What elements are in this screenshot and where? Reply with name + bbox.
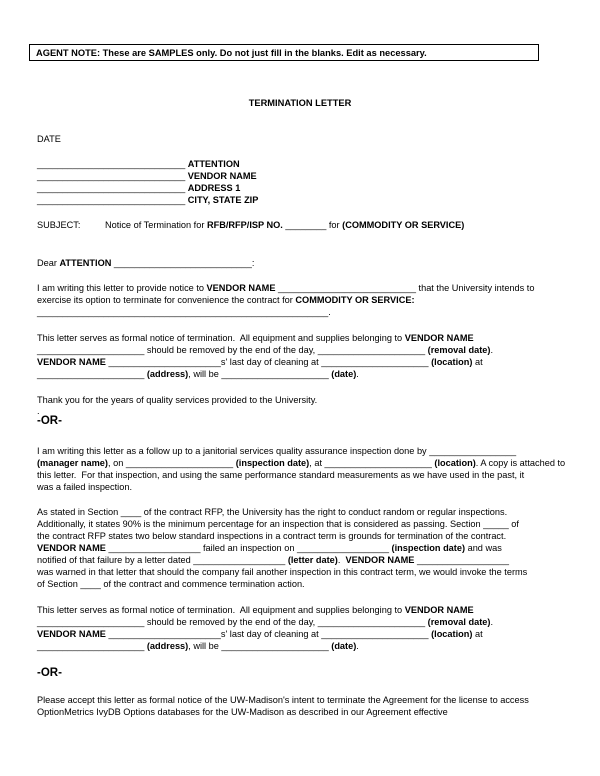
paragraph-line	[37, 604, 474, 617]
text: _____________________	[37, 641, 147, 651]
paragraph-line	[37, 294, 415, 307]
paragraph-line	[37, 344, 493, 357]
vendor-name: VENDOR NAME	[404, 333, 474, 343]
text: _____________________ should be removed by the end of the day, _____________________	[37, 617, 428, 627]
text: at	[472, 629, 483, 639]
vendor-name: VENDOR NAME	[37, 357, 106, 367]
date-line: DATE	[37, 134, 61, 144]
address-blank: _____________________________	[37, 159, 186, 169]
address: (address)	[146, 369, 189, 379]
address-row	[37, 182, 240, 195]
paragraph-line	[37, 554, 509, 567]
address-label: ADDRESS 1	[187, 183, 241, 193]
paragraph-line	[37, 332, 474, 345]
paragraph-line	[37, 356, 483, 369]
thanks-line: Thank you for the years of quality services provided to the University.	[37, 395, 318, 405]
subject-text: Notice of Termination for	[105, 220, 207, 230]
paragraph-line	[37, 628, 483, 641]
text: , on _____________________	[107, 458, 236, 468]
text: and was	[465, 543, 502, 553]
salutation-blank: ___________________________:	[111, 258, 255, 268]
text: ___________________________ that the University intends to	[275, 283, 535, 293]
text: , will be _____________________	[188, 641, 332, 651]
text: This letter serves as formal notice of termination. All equipment and supplies belonging to	[37, 605, 405, 615]
salutation-text: Dear	[37, 258, 60, 268]
or-separator: -OR-	[37, 415, 62, 427]
paragraph-line: Additionally, it states 90% is the minimum percentage for an inspection that is considered as passing. Section _____ of	[37, 519, 519, 529]
text: ______________________s' last day of cleaning at _____________________	[105, 357, 432, 367]
paragraph-line: was warned in that letter that should the company fail another inspection in this contract term, we would invoke the terms	[37, 567, 528, 577]
subject-rfb: RFB/RFP/ISP NO.	[206, 220, 283, 230]
text: This letter serves as formal notice of termination. All equipment and supplies belonging to	[37, 333, 405, 343]
paragraph-line: As stated in Section ____ of the contract RFP, the University has the right to conduct random or regular inspections.	[37, 507, 508, 517]
text: . A copy is attached to	[475, 458, 566, 468]
vendor-name: VENDOR NAME	[37, 629, 106, 639]
salutation-attention: ATTENTION	[59, 258, 112, 268]
paragraph-line: _________________________________________________________.	[37, 307, 331, 317]
removal-date: (removal date)	[427, 345, 491, 355]
vendor-name: VENDOR NAME	[345, 555, 415, 565]
text: .	[337, 555, 346, 565]
paragraph-line: OptionMetrics IvyDB Options databases for the UW-Madison as described in our Agreement effective	[37, 707, 448, 717]
address-row	[37, 194, 258, 207]
letter-date: (letter date)	[287, 555, 338, 565]
text: exercise its option to terminate for convenience the contract for	[37, 295, 296, 305]
text: I am writing this letter to provide notice to	[37, 283, 207, 293]
paragraph-line: Please accept this letter as formal notice of the UW-Madison's intent to terminate the Agreement for the license to access	[37, 695, 529, 705]
paragraph-line: of Section ____ of the contract and commence termination action.	[37, 579, 305, 589]
paragraph-line	[37, 457, 565, 470]
vendor-name: VENDOR NAME	[206, 283, 276, 293]
paragraph-line: the contract RFP states two below standard inspections in a contract term is grounds for termination of the contract.	[37, 531, 507, 541]
paragraph-line	[37, 616, 493, 629]
dot: .	[37, 406, 40, 416]
vendor-name: VENDOR NAME	[404, 605, 474, 615]
date: (date)	[331, 369, 357, 379]
salutation	[37, 257, 254, 270]
text: .	[490, 617, 494, 627]
agent-note-text: AGENT NOTE: These are SAMPLES only. Do not just fill in the blanks. Edit as necessary.	[36, 48, 427, 58]
text: , at _____________________	[309, 458, 435, 468]
address-label: VENDOR NAME	[187, 171, 257, 181]
paragraph-line: this letter. For that inspection, and using the same performance standard measurements as we have used in the past, it	[37, 470, 525, 480]
subject-label: SUBJECT:	[37, 220, 81, 230]
text: _____________________	[37, 369, 147, 379]
text: at	[472, 357, 483, 367]
address-blank: _____________________________	[37, 183, 186, 193]
paragraph-line	[37, 282, 534, 295]
address-row	[37, 170, 257, 183]
text: .	[490, 345, 494, 355]
or-separator: -OR-	[37, 667, 62, 679]
removal-date: (removal date)	[427, 617, 491, 627]
text: ______________________s' last day of cleaning at _____________________	[105, 629, 432, 639]
location: (location)	[434, 458, 476, 468]
manager-name: (manager name)	[37, 458, 108, 468]
commodity: COMMODITY OR SERVICE:	[295, 295, 415, 305]
paragraph-line: I am writing this letter as a follow up to a janitorial services quality assurance inspection done by _________________	[37, 446, 517, 456]
subject-line	[37, 219, 464, 232]
address-label: CITY, STATE ZIP	[187, 195, 259, 205]
location: (location)	[431, 357, 473, 367]
address-label: ATTENTION	[187, 159, 240, 169]
paragraph-line	[37, 640, 359, 653]
letter-title: TERMINATION LETTER	[248, 98, 352, 108]
location: (location)	[431, 629, 473, 639]
text: __________________ failed an inspection on __________________	[105, 543, 392, 553]
text: .	[356, 369, 359, 379]
paragraph-line: was a failed inspection.	[37, 482, 132, 492]
address-row	[37, 158, 240, 171]
text: notified of that failure by a letter dated __________________	[37, 555, 288, 565]
vendor-name: VENDOR NAME	[37, 543, 106, 553]
paragraph-line	[37, 368, 359, 381]
text: _____________________ should be removed by the end of the day, _____________________	[37, 345, 428, 355]
inspection-date: (inspection date)	[391, 543, 466, 553]
inspection-date: (inspection date)	[235, 458, 310, 468]
date: (date)	[331, 641, 357, 651]
text: , will be _____________________	[188, 369, 332, 379]
address-blank: _____________________________	[37, 195, 186, 205]
subject-commodity: (COMMODITY OR SERVICE)	[342, 220, 465, 230]
text: .	[356, 641, 359, 651]
subject-text: ________ for	[282, 220, 343, 230]
agent-note-box	[29, 44, 539, 61]
address-blank: _____________________________	[37, 171, 186, 181]
paragraph-line	[37, 542, 502, 555]
address: (address)	[146, 641, 189, 651]
text: __________________	[414, 555, 509, 565]
